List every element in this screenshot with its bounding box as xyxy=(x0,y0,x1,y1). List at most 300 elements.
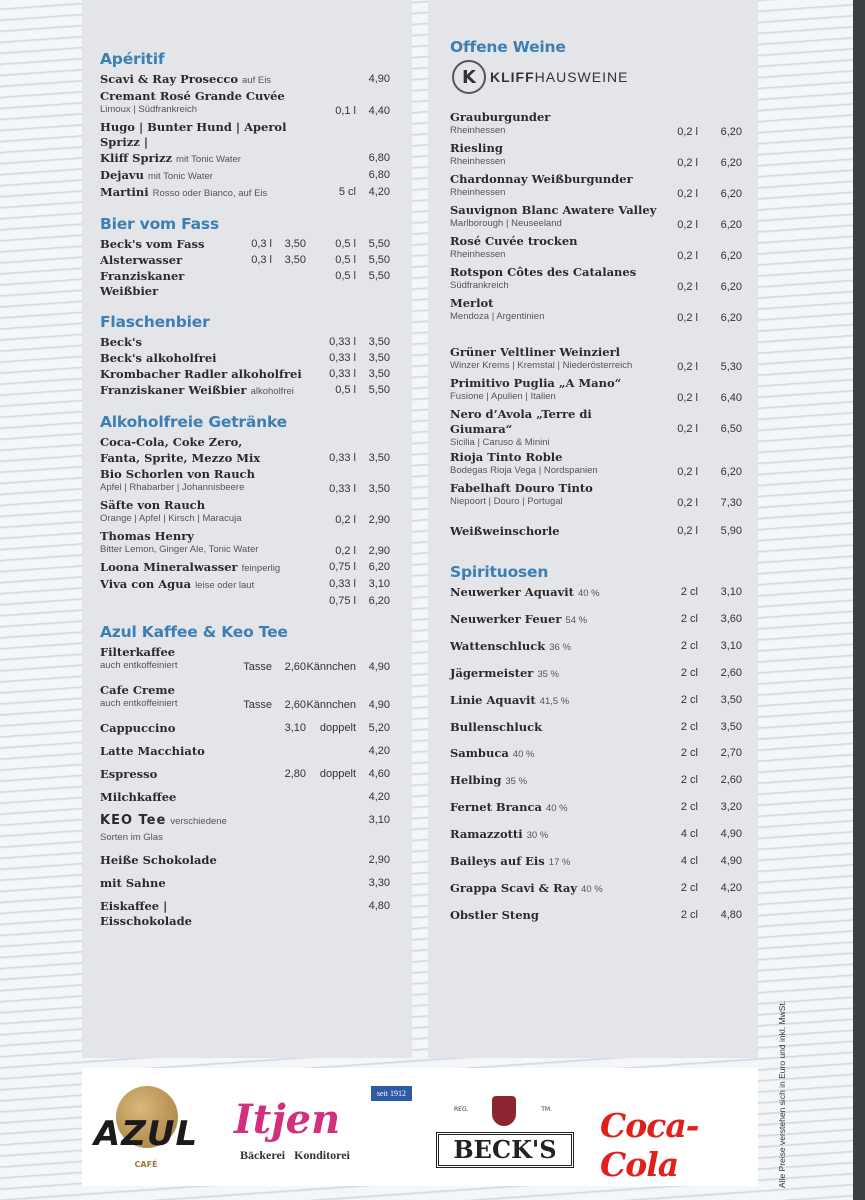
item-size xyxy=(236,744,272,759)
item-size: 0,2 l xyxy=(677,423,698,435)
item-origin: Limoux | Südfrankreich xyxy=(100,104,197,115)
item-size: doppelt xyxy=(319,768,356,780)
menu-item xyxy=(450,800,742,816)
item-origin: Fusione | Apulien | Italien xyxy=(450,391,556,402)
item-name: Chardonnay Weißburgunder xyxy=(450,172,633,186)
item-size: 2 cl xyxy=(680,667,698,679)
item-size: 2 cl xyxy=(680,613,698,625)
menu-item xyxy=(450,296,742,326)
item-size: 0,2 l xyxy=(677,219,698,231)
item-name: Hugo | Bunter Hund | Aperol Sprizz | xyxy=(100,120,287,149)
item-size: 2 cl xyxy=(680,640,698,652)
item-size: 2 cl xyxy=(680,586,698,598)
section-title: Alkoholfreie Getränke xyxy=(100,413,287,431)
section-flaschenbier xyxy=(100,313,390,399)
item-size: 0,3 l xyxy=(251,238,272,250)
item-price xyxy=(272,876,306,891)
item-size xyxy=(306,853,356,868)
item-price: 4,20 xyxy=(368,186,390,198)
item-size xyxy=(236,269,272,284)
item-price: 6,20 xyxy=(720,312,742,324)
item-price: 6,80 xyxy=(368,152,390,164)
item-name: Beck's alkoholfrei xyxy=(100,351,217,365)
item-name: Kliff Sprizz mit Tonic Water xyxy=(100,151,241,165)
item-name: Beck's vom Fass xyxy=(100,237,205,251)
item-price: 3,50 xyxy=(720,694,742,706)
item-name: Espresso xyxy=(100,767,158,781)
item-note: verschiedene Sorten im Glas xyxy=(100,816,227,843)
item-name: Helbing 35 % xyxy=(450,773,528,787)
item-name: Beck's xyxy=(100,335,143,349)
item-size: 0,2 l xyxy=(677,157,698,169)
menu-item xyxy=(100,498,390,528)
item-size: Tasse xyxy=(243,699,272,711)
section-kaffee xyxy=(100,623,390,929)
item-price: 3,50 xyxy=(284,238,306,250)
item-price: 6,40 xyxy=(720,392,742,404)
menu-item xyxy=(450,345,742,375)
item-size xyxy=(236,813,272,828)
item-name: Cafe Creme xyxy=(100,683,175,697)
menu-item xyxy=(100,853,390,868)
item-name: Bullenschluck xyxy=(450,720,543,734)
item-size: 0,33 l xyxy=(329,368,356,380)
item-name: Krombacher Radler alkoholfrei xyxy=(100,367,302,381)
item-price: 4,80 xyxy=(368,900,390,912)
menu-item xyxy=(450,666,742,682)
item-size: 2 cl xyxy=(680,801,698,813)
item-size: 0,2 l xyxy=(677,392,698,404)
item-name: Jägermeister 35 % xyxy=(450,666,559,680)
menu-item xyxy=(100,151,390,167)
item-price: 2,90 xyxy=(368,854,390,866)
menu-item xyxy=(100,899,390,929)
page-edge xyxy=(853,0,865,1200)
itjen-logo: seit 1912 Itjen Bäckerei Konditorei xyxy=(234,1086,412,1176)
item-name: Fabelhaft Douro Tinto xyxy=(450,481,593,495)
menu-item xyxy=(100,813,390,845)
item-note: 40 % xyxy=(545,803,568,814)
menu-item xyxy=(450,110,742,140)
menu-item xyxy=(100,269,390,299)
item-size: 0,33 l xyxy=(329,578,356,590)
menu-item xyxy=(450,265,742,295)
item-name: Neuwerker Aquavit 40 % xyxy=(450,585,600,599)
menu-item xyxy=(100,744,390,759)
item-origin: Rheinhessen xyxy=(450,187,506,198)
item-size: 0,75 l xyxy=(329,561,356,573)
item-name: Cremant Rosé Grande Cuvée xyxy=(100,89,285,103)
becks-logo: REG. TM. BECK'S xyxy=(434,1096,576,1174)
item-name: Sambuca 40 % xyxy=(450,746,535,760)
item-name: Filterkaffee xyxy=(100,645,176,659)
item-origin: Südfrankreich xyxy=(450,280,509,291)
item-size xyxy=(316,168,356,183)
item-name: Heiße Schokolade xyxy=(100,853,217,867)
item-note: 17 % xyxy=(548,857,571,868)
kliff-wordmark: KLIFFHAUSWEINE xyxy=(490,69,629,85)
item-name: Loona Mineralwasser feinperlig xyxy=(100,560,281,574)
item-size: doppelt xyxy=(319,722,356,734)
section-title: Azul Kaffee & Keo Tee xyxy=(100,623,288,641)
menu-item xyxy=(450,639,742,655)
item-price: 3,10 xyxy=(720,640,742,652)
item-origin: Rheinhessen xyxy=(450,249,506,260)
menu-item xyxy=(100,367,390,382)
item-price: 4,60 xyxy=(368,768,390,780)
section-title: Spirituosen xyxy=(450,563,549,581)
item-name: Riesling xyxy=(450,141,503,155)
item-price: 4,40 xyxy=(368,105,390,117)
item-price: 3,50 xyxy=(284,254,306,266)
item-price: 2,70 xyxy=(720,747,742,759)
menu-item xyxy=(100,790,390,805)
item-price: 5,20 xyxy=(368,722,390,734)
item-name: Coca-Cola, Coke Zero, xyxy=(100,435,243,449)
item-size xyxy=(236,721,272,736)
item-origin: Rheinhessen xyxy=(450,125,506,136)
item-origin: Niepoort | Douro | Portugal xyxy=(450,496,563,507)
item-name: Linie Aquavit 41,5 % xyxy=(450,693,570,707)
item-name: Latte Macchiato xyxy=(100,744,205,758)
item-size: 2 cl xyxy=(680,882,698,894)
item-name: Eiskaffee | Eisschokolade xyxy=(100,899,192,928)
item-note: alkoholfrei xyxy=(250,386,294,397)
item-price xyxy=(272,744,306,759)
item-size: 0,2 l xyxy=(677,281,698,293)
item-name: Franziskaner Weißbier alkoholfrei xyxy=(100,383,294,397)
item-size: 0,5 l xyxy=(335,254,356,266)
menu-item xyxy=(100,72,390,88)
item-origin: Apfel | Rhabarber | Johannisbeere xyxy=(100,482,245,493)
menu-item xyxy=(100,721,390,736)
item-size: 0,2 l xyxy=(335,545,356,557)
menu-item xyxy=(100,335,390,350)
item-price: 6,20 xyxy=(720,281,742,293)
menu-item xyxy=(450,585,742,601)
menu-item xyxy=(450,376,742,406)
kliffhausweine-logo xyxy=(452,60,742,94)
item-origin: Marlborough | Neuseeland xyxy=(450,218,562,229)
item-name: Alsterwasser xyxy=(100,253,183,267)
menu-item xyxy=(100,168,390,184)
item-price: 5,30 xyxy=(720,361,742,373)
item-size: 0,33 l xyxy=(329,336,356,348)
menu-item xyxy=(100,767,390,782)
item-size: 0,33 l xyxy=(329,483,356,495)
price-note: Alle Preise verstehen sich in Euro und inkl. MwSt. xyxy=(777,1000,787,1188)
item-size xyxy=(236,790,272,805)
item-note: 30 % xyxy=(526,830,549,841)
menu-item xyxy=(450,407,742,449)
item-size xyxy=(306,876,356,891)
section-title: Offene Weine xyxy=(450,38,566,56)
item-price: 3,50 xyxy=(720,721,742,733)
item-size xyxy=(236,767,272,782)
item-size xyxy=(236,899,272,914)
item-price xyxy=(272,269,306,284)
menu-item xyxy=(100,120,390,150)
item-name: Grappa Scavi & Ray 40 % xyxy=(450,881,603,895)
item-origin: Mendoza | Argentinien xyxy=(450,311,545,322)
item-price: 2,60 xyxy=(284,661,306,673)
item-size: 0,2 l xyxy=(677,466,698,478)
item-name: Fanta, Sprite, Mezzo Mix xyxy=(100,451,261,465)
item-price: 4,90 xyxy=(368,699,390,711)
item-price: 3,50 xyxy=(368,352,390,364)
item-price: 6,20 xyxy=(720,250,742,262)
item-name: Martini Rosso oder Bianco, auf Eis xyxy=(100,185,268,199)
item-size: 2 cl xyxy=(680,747,698,759)
item-note: 40 % xyxy=(512,749,535,760)
item-size: 0,75 l xyxy=(329,595,356,607)
menu-item xyxy=(100,451,390,466)
item-price: 3,10 xyxy=(368,814,390,826)
item-price: 2,90 xyxy=(368,514,390,526)
item-size: 0,2 l xyxy=(677,126,698,138)
menu-item xyxy=(100,683,390,713)
item-size: 4 cl xyxy=(680,828,698,840)
menu-item xyxy=(450,450,742,480)
kliff-k-icon: K xyxy=(452,60,486,94)
item-price: 5,50 xyxy=(368,238,390,250)
item-name: Thomas Henry xyxy=(100,529,194,543)
item-price: 3,10 xyxy=(720,586,742,598)
menu-item xyxy=(100,529,390,559)
menu-panel-left xyxy=(82,0,412,1058)
item-price: 6,20 xyxy=(720,466,742,478)
item-size: 0,2 l xyxy=(335,514,356,526)
item-price: 2,60 xyxy=(720,667,742,679)
sponsor-logos xyxy=(82,1068,758,1186)
item-name: mit Sahne xyxy=(100,876,166,890)
menu-item xyxy=(100,89,390,119)
item-origin: auch entkoffeiniert xyxy=(100,698,178,709)
item-price: 4,90 xyxy=(368,73,390,85)
menu-panel-right xyxy=(428,0,758,1058)
item-size: 2 cl xyxy=(680,694,698,706)
item-name: Wattenschluck 36 % xyxy=(450,639,571,653)
item-note: 35 % xyxy=(505,776,528,787)
item-price: 3,50 xyxy=(368,368,390,380)
menu-item xyxy=(450,773,742,789)
item-price: 4,80 xyxy=(720,909,742,921)
menu-item xyxy=(100,237,390,252)
item-note: 40 % xyxy=(577,588,600,599)
item-size xyxy=(316,151,356,166)
item-note: feinperlig xyxy=(241,563,281,574)
item-price: 5,50 xyxy=(368,270,390,282)
item-price: 3,10 xyxy=(284,722,306,734)
item-price: 5,50 xyxy=(368,254,390,266)
menu-item xyxy=(450,481,742,511)
menu-item xyxy=(100,560,390,576)
item-price: 3,60 xyxy=(720,613,742,625)
item-name: Rioja Tinto Roble xyxy=(450,450,563,464)
item-size: 0,5 l xyxy=(335,384,356,396)
item-price: 6,20 xyxy=(720,219,742,231)
item-name: Grauburgunder xyxy=(450,110,551,124)
menu-item xyxy=(450,234,742,264)
item-name: Säfte von Rauch xyxy=(100,498,206,512)
item-size xyxy=(306,790,356,805)
menu-item xyxy=(100,185,390,201)
item-size: 0,5 l xyxy=(335,270,356,282)
item-size: 2 cl xyxy=(680,774,698,786)
menu-item xyxy=(450,827,742,843)
item-note: 36 % xyxy=(549,642,571,653)
menu-item xyxy=(100,383,390,399)
section-aperitif xyxy=(100,50,390,201)
menu-item xyxy=(450,720,742,735)
item-price: 2,60 xyxy=(720,774,742,786)
item-name: Ramazzotti 30 % xyxy=(450,827,549,841)
item-name: Fernet Branca 40 % xyxy=(450,800,568,814)
item-name: Baileys auf Eis 17 % xyxy=(450,854,571,868)
item-price: 3,20 xyxy=(720,801,742,813)
item-price: 4,90 xyxy=(720,828,742,840)
item-size: Kännchen xyxy=(306,699,356,711)
item-price: 5,50 xyxy=(368,384,390,396)
item-size: 5 cl xyxy=(338,186,356,198)
item-size: 4 cl xyxy=(680,855,698,867)
item-price: 4,20 xyxy=(720,882,742,894)
item-name: Rosé Cuvée trocken xyxy=(450,234,578,248)
item-size: 0,33 l xyxy=(329,352,356,364)
item-price: 2,60 xyxy=(284,699,306,711)
item-price: 3,50 xyxy=(368,452,390,464)
item-name: Dejavu mit Tonic Water xyxy=(100,168,213,182)
item-name: Franziskaner Weißbier xyxy=(100,269,185,298)
menu-item xyxy=(450,854,742,870)
menu-item xyxy=(100,435,390,450)
item-origin: Winzer Krems | Kremstal | Niederösterreich xyxy=(450,360,633,371)
section-title: Flaschenbier xyxy=(100,313,210,331)
item-note: 40 % xyxy=(581,884,603,895)
item-name: Cappuccino xyxy=(100,721,176,735)
item-name: Obstler Steng xyxy=(450,908,539,922)
item-name: Rotspon Côtes des Catalanes xyxy=(450,265,637,279)
item-size: 2 cl xyxy=(680,721,698,733)
item-price: 7,30 xyxy=(720,497,742,509)
item-size: 0,3 l xyxy=(251,254,272,266)
menu-item xyxy=(450,881,742,897)
item-size: 0,33 l xyxy=(329,452,356,464)
item-size: 0,2 l xyxy=(677,312,698,324)
menu-item xyxy=(100,577,390,593)
item-note: Rosso oder Bianco, auf Eis xyxy=(152,188,268,199)
item-price: 4,90 xyxy=(720,855,742,867)
item-origin: Bitter Lemon, Ginger Ale, Tonic Water xyxy=(100,544,259,555)
item-price: 6,20 xyxy=(720,188,742,200)
item-price: 4,90 xyxy=(368,661,390,673)
item-origin: auch entkoffeiniert xyxy=(100,660,178,671)
section-spirituosen xyxy=(450,563,742,923)
item-size: Tasse xyxy=(243,661,272,673)
item-name: Bio Schorlen von Rauch xyxy=(100,467,255,481)
item-origin: Bodegas Rioja Vega | Nordspanien xyxy=(450,465,598,476)
item-size xyxy=(236,876,272,891)
item-price: 3,50 xyxy=(368,483,390,495)
item-name: KEO Tee verschiedene Sorten im Glas xyxy=(100,813,227,843)
menu-item xyxy=(100,876,390,891)
item-name: Viva con Agua leise oder laut xyxy=(100,577,255,591)
item-name: Neuwerker Feuer 54 % xyxy=(450,612,588,626)
item-name: Merlot xyxy=(450,296,494,310)
item-size: 0,1 l xyxy=(335,105,356,117)
menu-item xyxy=(450,908,742,923)
item-note: mit Tonic Water xyxy=(176,154,241,165)
item-price: 6,20 xyxy=(720,126,742,138)
item-note: 41,5 % xyxy=(539,696,570,707)
item-price xyxy=(272,790,306,805)
section-title: Apéritif xyxy=(100,50,165,68)
key-icon xyxy=(492,1096,516,1126)
item-price xyxy=(272,853,306,868)
item-price: 6,20 xyxy=(720,157,742,169)
item-price: 3,10 xyxy=(368,578,390,590)
item-name: Scavi & Ray Prosecco auf Eis xyxy=(100,72,272,86)
item-size: Kännchen xyxy=(306,661,356,673)
item-size: 0,2 l xyxy=(677,497,698,509)
item-price: 4,20 xyxy=(368,745,390,757)
item-size: 0,2 l xyxy=(677,250,698,262)
item-note: 35 % xyxy=(537,669,559,680)
item-note: auf Eis xyxy=(242,75,272,86)
item-name: Milchkaffee xyxy=(100,790,177,804)
item-size: 0,2 l xyxy=(677,188,698,200)
item-price: 6,80 xyxy=(368,169,390,181)
item-origin: Rheinhessen xyxy=(450,156,506,167)
section-title: Bier vom Fass xyxy=(100,215,219,233)
item-name: Nero d’Avola „Terre di Giumara“ xyxy=(450,407,592,436)
item-size xyxy=(316,72,356,87)
item-price xyxy=(272,813,306,828)
menu-item: Weißweinschorle 0,2 l 5,90 xyxy=(450,524,742,538)
item-price: 3,30 xyxy=(368,877,390,889)
menu-item xyxy=(450,693,742,709)
menu-item xyxy=(450,612,742,628)
item-name: Sauvignon Blanc Awatere Valley xyxy=(450,203,657,217)
item-size: 0,5 l xyxy=(335,238,356,250)
azul-logo: AZUL CAFÉ xyxy=(90,1086,202,1174)
menu-item xyxy=(100,645,390,675)
item-name: Grüner Veltliner Weinzierl xyxy=(450,345,620,359)
menu-item xyxy=(100,594,390,609)
menu-item xyxy=(450,203,742,233)
item-note: mit Tonic Water xyxy=(147,171,213,182)
item-price: 4,20 xyxy=(368,791,390,803)
menu-item xyxy=(100,253,390,268)
item-size xyxy=(306,813,356,828)
item-size: 2 cl xyxy=(680,909,698,921)
item-size xyxy=(236,853,272,868)
item-price: 2,80 xyxy=(284,768,306,780)
item-size xyxy=(306,899,356,914)
item-note: 54 % xyxy=(565,615,588,626)
item-price xyxy=(272,899,306,914)
item-origin: Sicilia | Caruso & Minini xyxy=(450,437,550,448)
menu-item xyxy=(450,172,742,202)
menu-item xyxy=(450,141,742,171)
section-offene-weine xyxy=(450,38,742,539)
menu-item xyxy=(100,467,390,497)
item-price: 6,20 xyxy=(368,561,390,573)
item-size xyxy=(306,744,356,759)
item-price: 6,50 xyxy=(720,423,742,435)
item-name: Primitivo Puglia „A Mano“ xyxy=(450,376,622,390)
item-size: 0,2 l xyxy=(677,361,698,373)
